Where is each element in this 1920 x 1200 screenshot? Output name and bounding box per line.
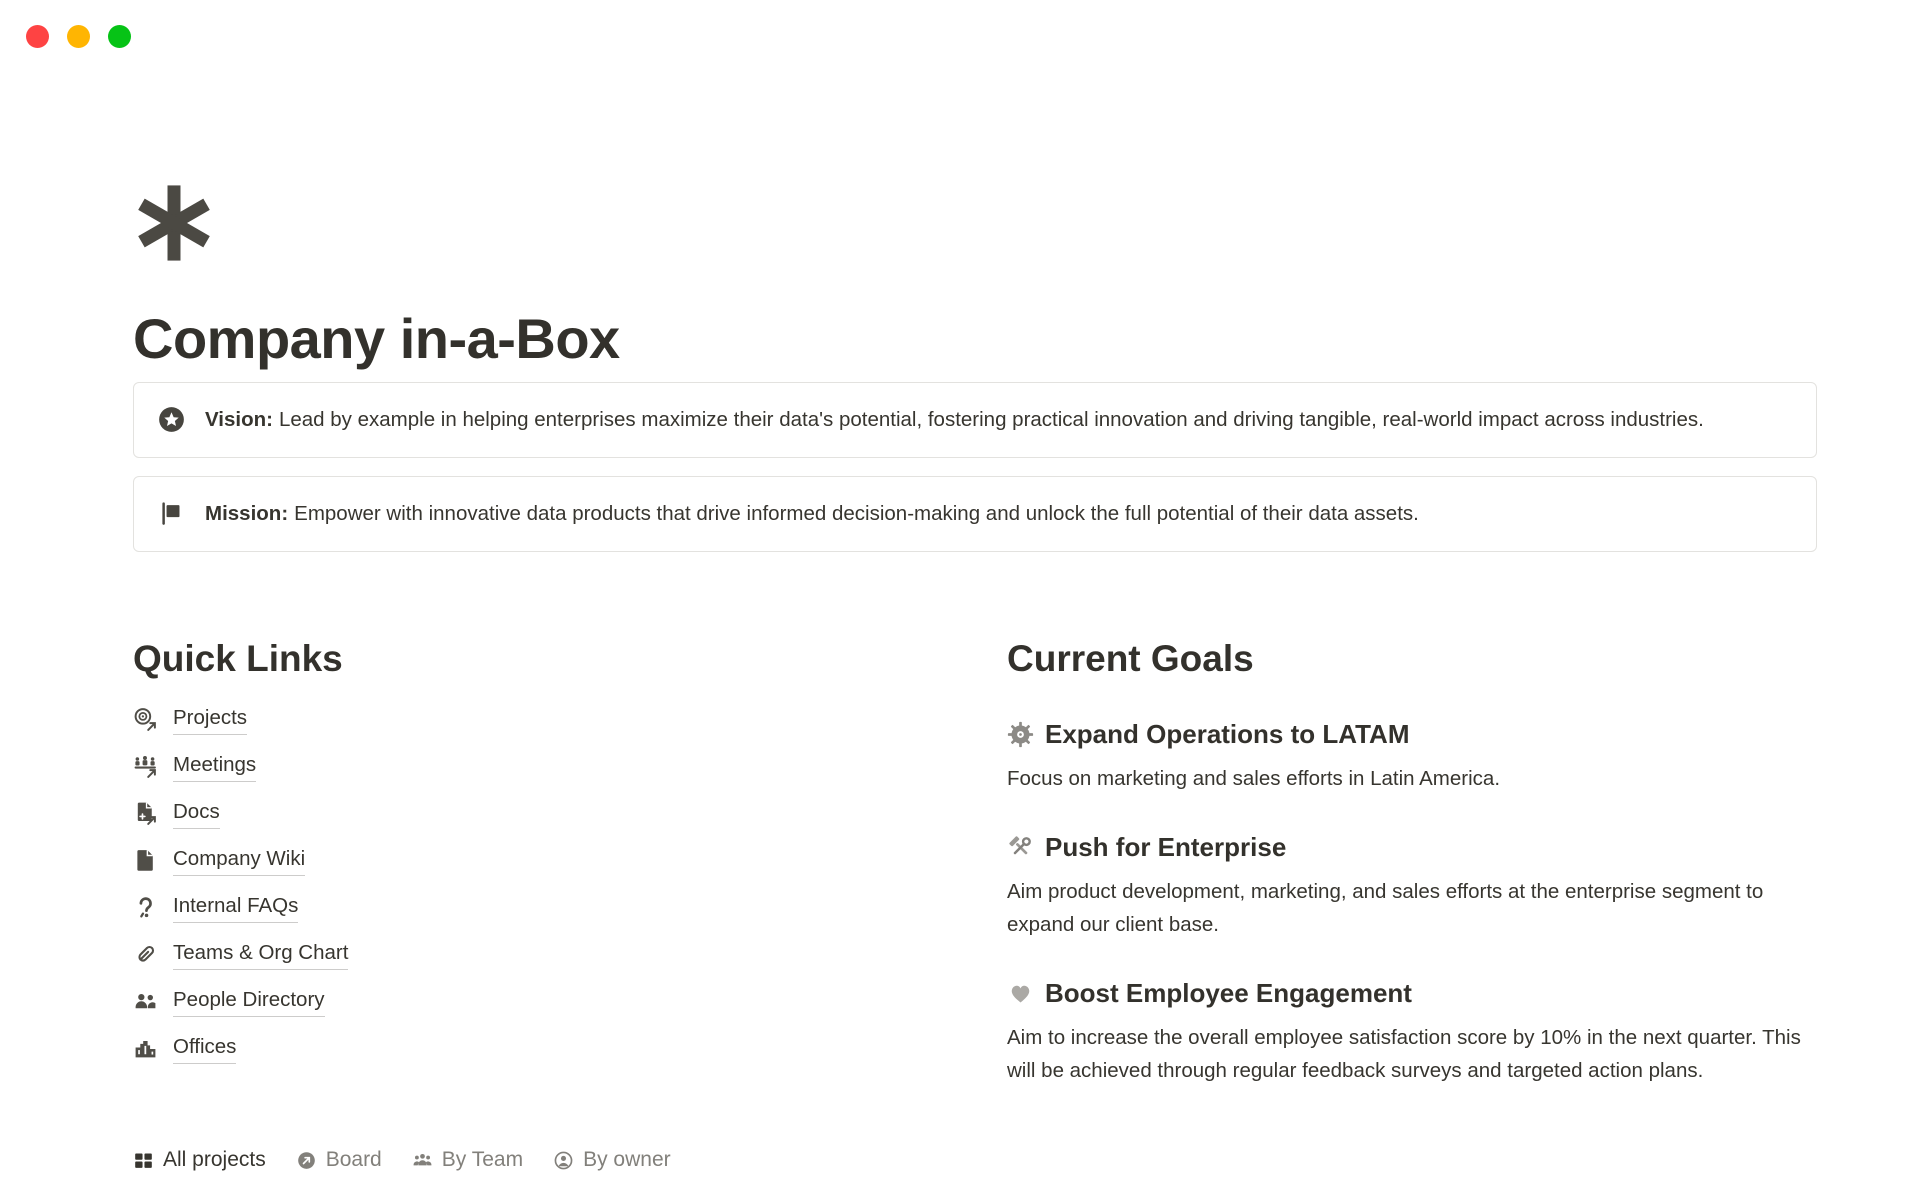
vision-text: [205, 404, 1704, 436]
tab-by-team[interactable]: [412, 1145, 523, 1175]
goal-title: Expand Operations to LATAM: [1045, 719, 1410, 749]
goal-description: Focus on marketing and sales efforts in Latin America.: [1007, 767, 1501, 790]
question-mark-icon: [133, 895, 158, 920]
link-label: Meetings: [173, 752, 256, 782]
team-icon: [412, 1150, 433, 1171]
goal-title: Push for Enterprise: [1045, 832, 1287, 862]
vision-body: Lead by example in helping enterprises maximize their data's potential, fostering practical innovation and driving tangible, real-world impact across industries.: [278, 408, 1704, 431]
link-internal-faqs[interactable]: [133, 884, 950, 931]
tab-label: All projects: [163, 1148, 266, 1171]
close-window-button[interactable]: [26, 25, 49, 48]
link-company-wiki[interactable]: [133, 837, 950, 884]
page-icon: [133, 848, 158, 873]
current-goals-heading: Current Goals: [1007, 638, 1254, 679]
link-people-directory[interactable]: [133, 978, 950, 1025]
goal-expand-latam: [1007, 716, 1817, 795]
link-label: People Directory: [173, 987, 325, 1017]
linked-board-icon: [296, 1150, 317, 1171]
link-label: Offices: [173, 1034, 236, 1064]
mission-text: [205, 498, 1419, 530]
owner-icon: [553, 1150, 574, 1171]
tab-by-owner[interactable]: [553, 1145, 671, 1175]
quick-links-column: [133, 636, 950, 1087]
building-icon: [133, 1036, 158, 1061]
goal-title: Boost Employee Engagement: [1045, 978, 1412, 1008]
link-label: Projects: [173, 705, 247, 735]
heart-icon: [1007, 980, 1034, 1007]
link-projects[interactable]: [133, 696, 950, 743]
flag-icon: [158, 500, 185, 527]
meeting-link-icon: [133, 754, 158, 779]
link-offices[interactable]: [133, 1025, 950, 1072]
vision-label: Vision:: [205, 408, 273, 431]
quick-links-heading: Quick Links: [133, 638, 343, 679]
link-teams-org-chart[interactable]: [133, 931, 950, 978]
quick-links-list: [133, 696, 950, 1072]
goal-title-row: [1007, 975, 1817, 1011]
link-label: Docs: [173, 799, 220, 829]
minimize-window-button[interactable]: [67, 25, 90, 48]
window-controls: [26, 25, 131, 48]
link-label: Company Wiki: [173, 846, 305, 876]
grid-icon: [133, 1150, 154, 1171]
asterisk-icon[interactable]: [133, 182, 215, 264]
goal-title-row: [1007, 716, 1817, 752]
gear-icon: [1007, 721, 1034, 748]
goal-description: Aim product development, marketing, and sales efforts at the enterprise segment to expand our client base.: [1007, 880, 1764, 936]
paperclip-icon: [133, 942, 158, 967]
current-goals-column: [1007, 636, 1817, 1087]
page-title[interactable]: Company in-a-Box: [133, 307, 620, 370]
star-circle-icon: [158, 406, 185, 433]
tab-label: By owner: [583, 1148, 671, 1171]
database-view-tabs: [133, 1145, 1817, 1175]
vision-callout: [133, 382, 1817, 458]
zoom-window-button[interactable]: [108, 25, 131, 48]
mission-body: Empower with innovative data products that drive informed decision-making and unlock the full potential of their data assets.: [294, 502, 1419, 525]
tools-icon: [1007, 834, 1034, 861]
tab-label: Board: [325, 1148, 382, 1171]
tab-label: By Team: [441, 1148, 524, 1171]
goal-description: Aim to increase the overall employee satisfaction score by 10% in the next quarter. This will be achieved through regular feedback surveys and targeted action plans.: [1007, 1026, 1801, 1082]
goal-push-enterprise: [1007, 829, 1817, 941]
two-column-section: [133, 636, 1817, 1087]
link-docs[interactable]: [133, 790, 950, 837]
tab-all-projects[interactable]: [133, 1145, 266, 1175]
tab-board[interactable]: [296, 1145, 382, 1175]
link-label: Teams & Org Chart: [173, 940, 348, 970]
link-label: Internal FAQs: [173, 893, 298, 923]
page-content: [133, 0, 1817, 1175]
mission-label: Mission:: [205, 502, 289, 525]
doc-plus-link-icon: [133, 801, 158, 826]
goal-employee-engagement: [1007, 975, 1817, 1087]
link-meetings[interactable]: [133, 743, 950, 790]
target-link-icon: [133, 707, 158, 732]
people-icon: [133, 989, 158, 1014]
mission-callout: [133, 476, 1817, 552]
goal-title-row: [1007, 829, 1817, 865]
